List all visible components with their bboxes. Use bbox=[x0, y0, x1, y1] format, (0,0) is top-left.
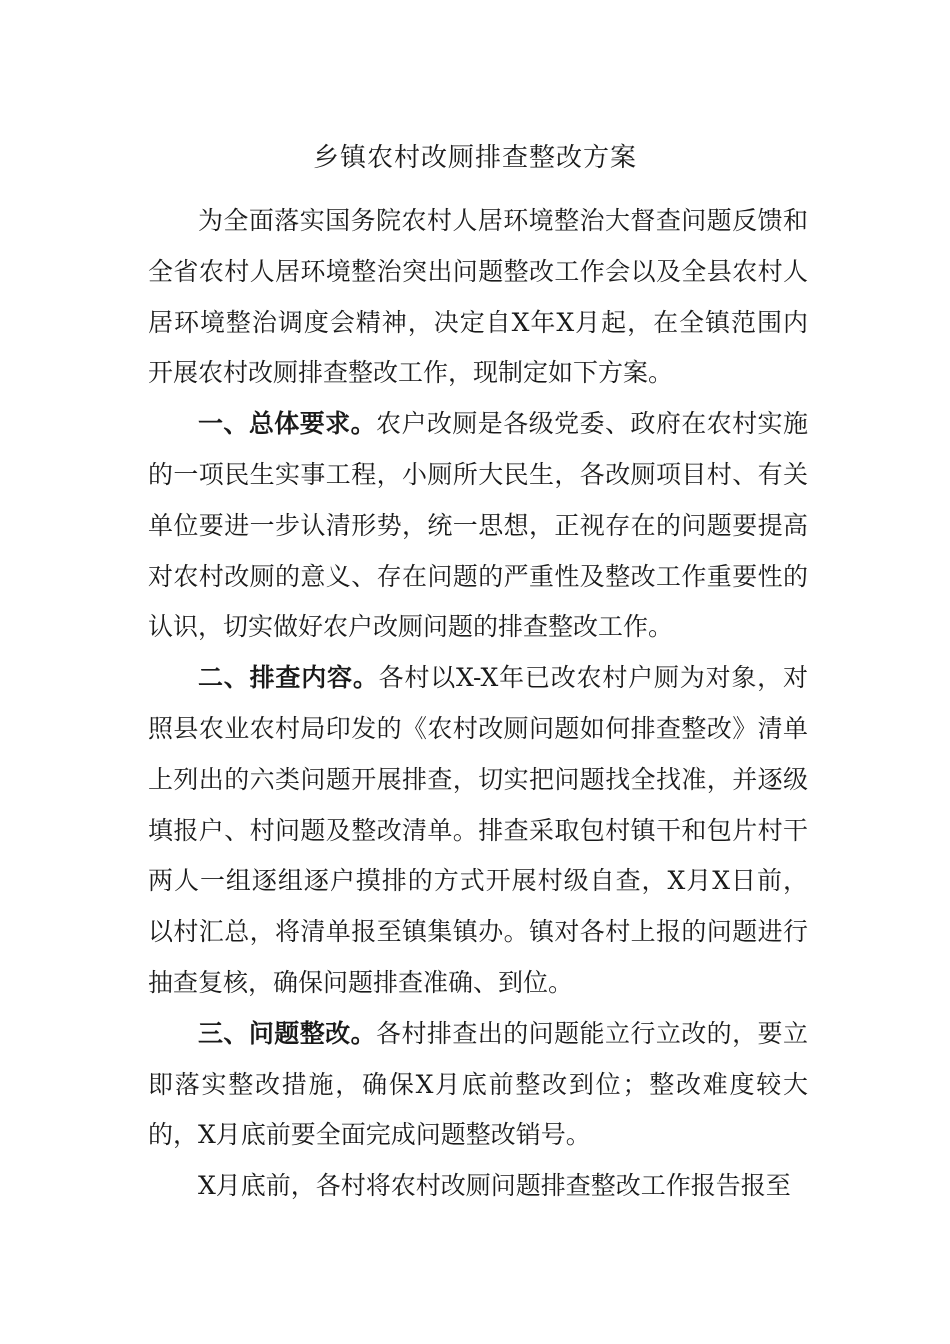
section-heading: 一、总体要求。 bbox=[198, 409, 377, 439]
paragraph-text: 为全面落实国务院农村人居环境整治大督查问题反馈和全省农村人居环境整治突出问题整改工作会以及全县农村人居环境整治调度会精神，决定自X年X月起，在全镇范围内开展农村改厕排查整改工作，现制定如下方案。 bbox=[148, 206, 808, 388]
section-heading: 二、排查内容。 bbox=[198, 663, 379, 693]
paragraph-text: 各村以X-X年已改农村户厕为对象，对照县农业农村局印发的《农村改厕问题如何排查整改》清单上列出的六类问题开展排查，切实把问题找全找准，并逐级填报户、村问题及整改清单。排查采取包村镇干和包片村干两人一组逐组逐户摸排的方式开展村级自查，X月X日前，以村汇总，将清单报至镇集镇办。镇对各村上报的问题进行抽查复核，确保问题排查准确、到位。 bbox=[148, 663, 808, 997]
paragraph-inspection-content bbox=[148, 653, 808, 1009]
paragraph-text: 各村排查出的问题能立行立改的，要立即落实整改措施，确保X月底前整改到位；整改难度较大的，X月底前要全面完成问题整改销号。 bbox=[148, 1018, 808, 1150]
paragraph-text: X月底前，各村将农村改厕问题排查整改工作报告报至 bbox=[198, 1171, 791, 1201]
paragraph-intro bbox=[148, 196, 808, 399]
paragraph-general-requirements bbox=[148, 399, 808, 653]
document-title: 乡镇农村改厕排查整改方案 bbox=[312, 143, 637, 173]
paragraph-rectification bbox=[148, 1009, 808, 1161]
paragraph-report-deadline bbox=[148, 1161, 808, 1212]
section-heading: 三、问题整改。 bbox=[198, 1018, 377, 1048]
document-body bbox=[148, 196, 808, 1212]
paragraph-text: 农户改厕是各级党委、政府在农村实施的一项民生实事工程，小厕所大民生，各改厕项目村、有关单位要进一步认清形势，统一思想，正视存在的问题要提高对农村改厕的意义、存在问题的严重性及整改工作重要性的认识，切实做好农户改厕问题的排查整改工作。 bbox=[148, 409, 808, 642]
